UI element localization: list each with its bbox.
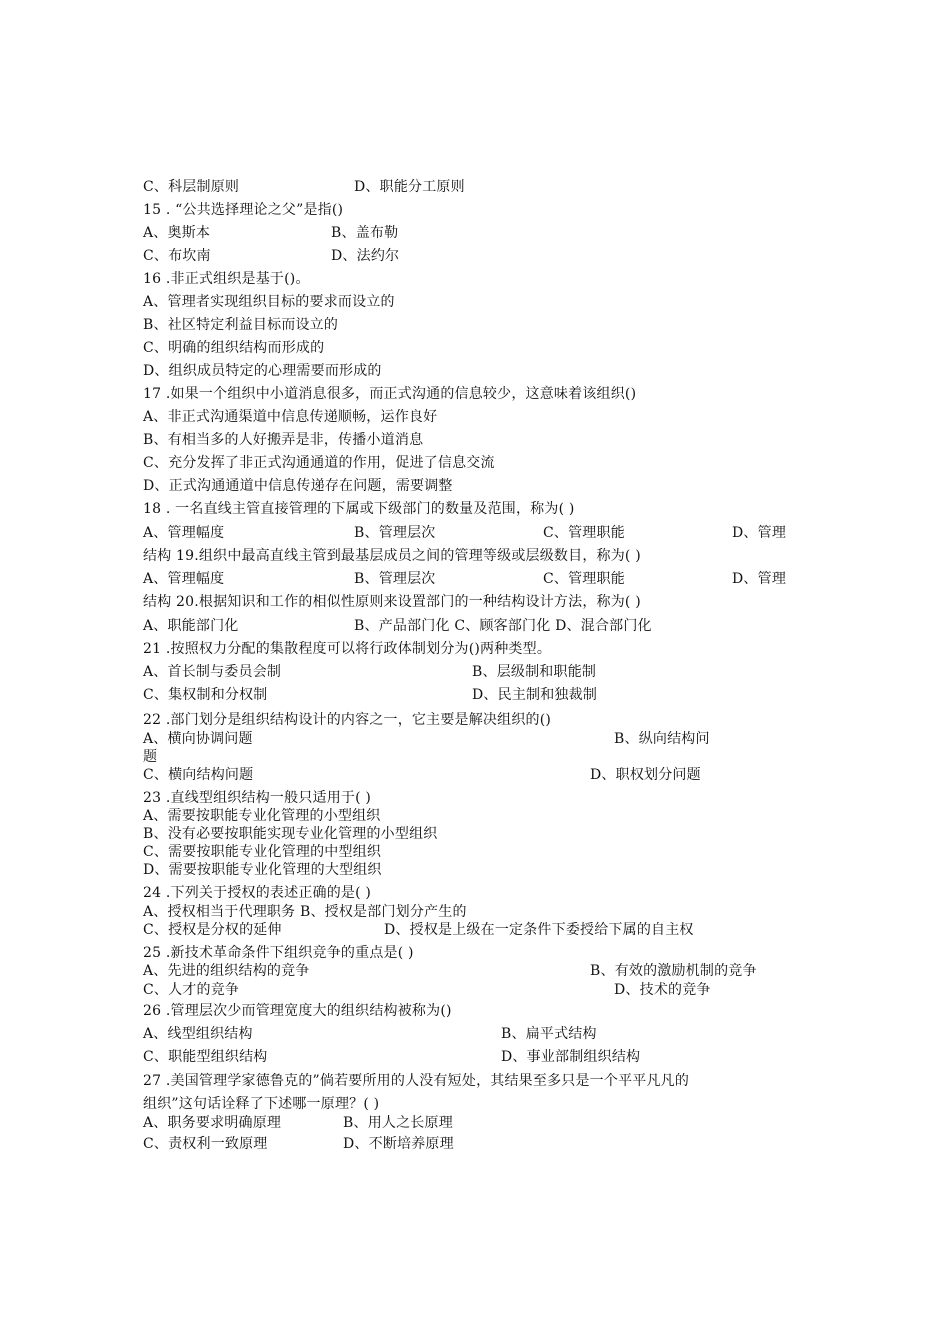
- question-22: 22 .部门划分是组织结构设计的内容之一，它主要是解决组织的(): [143, 712, 552, 728]
- option-a: A、奥斯本: [143, 225, 211, 241]
- option-c: C、布坎南: [143, 248, 211, 264]
- question-16: 16 .非正式组织是基于()。: [143, 271, 310, 287]
- option-a: A、线型组织结构: [143, 1026, 253, 1042]
- option-c: C、需要按职能专业化管理的中型组织: [143, 844, 382, 860]
- option-d: D、正式沟通通道中信息传递存在问题，需要调整: [143, 478, 453, 494]
- option-d: D、授权是上级在一定条件下委授给下属的自主权: [384, 922, 694, 938]
- option-a: A、职务要求明确原理: [143, 1115, 282, 1131]
- options-a-b: A、授权相当于代理职务 B、授权是部门划分产生的: [143, 904, 467, 920]
- question-25: 25 .新技术革命条件下组织竞争的重点是( ): [143, 945, 414, 961]
- option-a: A、横向协调问题: [143, 731, 253, 747]
- option-a: A、管理幅度: [143, 571, 225, 587]
- option-d: D、职权划分问题: [590, 767, 701, 783]
- question-23: 23 .直线型组织结构一般只适用于( ): [143, 790, 372, 806]
- option-a: A、非正式沟通渠道中信息传递顺畅，运作良好: [143, 409, 438, 425]
- option-d: D、不断培养原理: [343, 1136, 454, 1152]
- option-b: B、层级制和职能制: [472, 664, 597, 680]
- option-b: B、社区特定利益目标而设立的: [143, 317, 339, 333]
- option-d: D、管理: [732, 571, 787, 587]
- option-b: B、盖布勒: [331, 225, 399, 241]
- option-b: B、有效的激励机制的竞争: [590, 963, 757, 979]
- option-d: D、组织成员特定的心理需要而形成的: [143, 363, 382, 379]
- question-15: 15 . “公共选择理论之父”是指(): [143, 202, 344, 218]
- question-27: 27 .美国管理学家德鲁克的”倘若要所用的人没有短处，其结果至多只是一个平平凡凡的: [143, 1073, 690, 1089]
- option-c: C、集权制和分权制: [143, 687, 268, 703]
- option-c: C、横向结构问题: [143, 767, 254, 783]
- option-d: D、法约尔: [331, 248, 400, 264]
- option-b: B、有相当多的人好搬弄是非，传播小道消息: [143, 432, 424, 448]
- option-d: D、技术的竞争: [614, 982, 711, 998]
- option-b: B、管理层次: [354, 525, 436, 541]
- option-b: B、管理层次: [354, 571, 436, 587]
- option-a: A、管理幅度: [143, 525, 225, 541]
- question-27-continued: 组织”这句话诠释了下述哪一原理？( ): [143, 1096, 380, 1112]
- option-a: A、需要按职能专业化管理的小型组织: [143, 808, 381, 824]
- option-b: B、纵向结构问: [614, 731, 710, 747]
- option-c: C、科层制原则: [143, 179, 240, 195]
- option-c: C、管理职能: [543, 525, 625, 541]
- question-20: 结构 20.根据知识和工作的相似性原则来设置部门的一种结构设计方法，称为( ): [143, 594, 641, 610]
- question-19: 结构 19.组织中最高直线主管到最基层成员之间的管理等级或层级数目，称为( ): [143, 548, 641, 564]
- options-b-c-d: B、产品部门化 C、顾客部门化 D、混合部门化: [354, 618, 652, 634]
- option-a: A、首长制与委员会制: [143, 664, 282, 680]
- question-26: 26 .管理层次少而管理宽度大的组织结构被称为(): [143, 1003, 452, 1019]
- option-a: A、职能部门化: [143, 618, 239, 634]
- option-d: D、事业部制组织结构: [501, 1049, 641, 1065]
- option-d: D、民主制和独裁制: [472, 687, 598, 703]
- option-c: C、充分发挥了非正式沟通通道的作用，促进了信息交流: [143, 455, 495, 471]
- option-c: C、授权是分权的延伸: [143, 922, 282, 938]
- option-d: D、需要按职能专业化管理的大型组织: [143, 862, 382, 878]
- option-c: C、责权利一致原理: [143, 1136, 268, 1152]
- option-b: B、用人之长原理: [343, 1115, 453, 1131]
- option-c: C、职能型组织结构: [143, 1049, 268, 1065]
- option-d: D、职能分工原则: [354, 179, 465, 195]
- question-18: 18 . 一名直线主管直接管理的下属或下级部门的数量及范围，称为( ): [143, 501, 575, 517]
- question-17: 17 .如果一个组织中小道消息很多，而正式沟通的信息较少，这意味着该组织(): [143, 386, 637, 402]
- option-a: A、先进的组织结构的竞争: [143, 963, 310, 979]
- option-b: B、没有必要按职能实现专业化管理的小型组织: [143, 826, 438, 842]
- question-24: 24 .下列关于授权的表述正确的是( ): [143, 885, 372, 901]
- option-b: B、扁平式结构: [501, 1026, 597, 1042]
- option-c: C、明确的组织结构而形成的: [143, 340, 325, 356]
- option-a: A、管理者实现组织目标的要求而设立的: [143, 294, 395, 310]
- option-d: D、管理: [732, 525, 787, 541]
- option-c: C、人才的竞争: [143, 982, 240, 998]
- question-21: 21 .按照权力分配的集散程度可以将行政体制划分为()两种类型。: [143, 641, 552, 657]
- option-b-continued: 题: [143, 749, 158, 765]
- option-c: C、管理职能: [543, 571, 625, 587]
